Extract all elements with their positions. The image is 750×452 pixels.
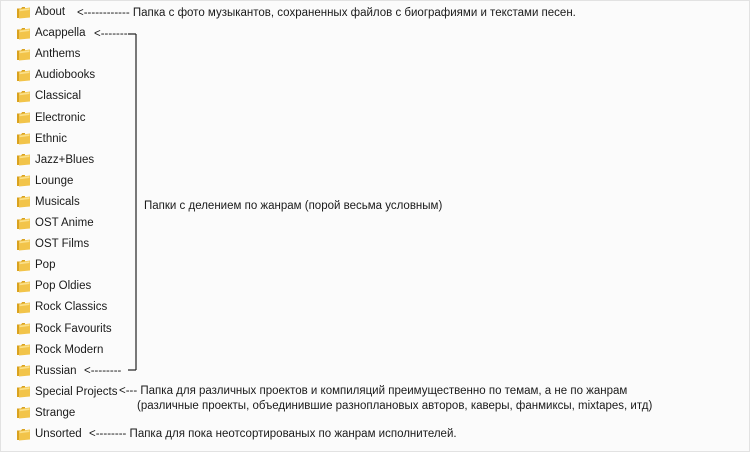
folder-label: Pop: [35, 259, 56, 272]
genres-note: Папки с делением по жанрам (порой весьма условным): [144, 200, 443, 212]
folder-label: Musicals: [35, 195, 80, 208]
about-note: <------------ Папка с фото музыкантов, сохраненных файлов с биографиями и текстами песен.: [77, 7, 576, 19]
folder-label: Rock Modern: [35, 343, 104, 356]
folder-label: Audiobooks: [35, 69, 96, 82]
special-projects-note-line1: <--- Папка для различных проектов и компиляций преимущественно по темам, а не по жанрам: [119, 385, 628, 397]
folder-label: Electronic: [35, 111, 86, 124]
unsorted-note: <-------- Папка для пока неотсортированых по жанрам исполнителей.: [89, 428, 457, 440]
folder-label: Strange: [35, 406, 76, 419]
folder-label: Rock Classics: [35, 301, 108, 314]
acappella-arrow: <--------: [94, 28, 132, 40]
folder-label: Jazz+Blues: [35, 153, 95, 166]
folder-label: Special Projects: [35, 385, 118, 398]
folder-label: Unsorted: [35, 428, 82, 440]
folder-label: Acappella: [35, 27, 86, 40]
folder-label: Pop Oldies: [35, 280, 92, 293]
folder-label: OST Films: [35, 238, 90, 251]
russian-arrow: <--------: [84, 365, 122, 377]
folder-label: Russian: [35, 364, 77, 377]
folder-label: Classical: [35, 90, 82, 103]
folder-label: About: [35, 6, 66, 18]
folder-label: OST Anime: [35, 217, 94, 229]
folder-label: Lounge: [35, 174, 74, 187]
folder-label: Anthems: [35, 48, 81, 61]
special-projects-note-line2: (различные проекты, объединившие разноплановых авторов, каверы, фанмиксы, mixtapes, итд): [137, 400, 653, 412]
folder-label: Rock Favourits: [35, 322, 112, 335]
folder-label: Ethnic: [35, 132, 67, 145]
